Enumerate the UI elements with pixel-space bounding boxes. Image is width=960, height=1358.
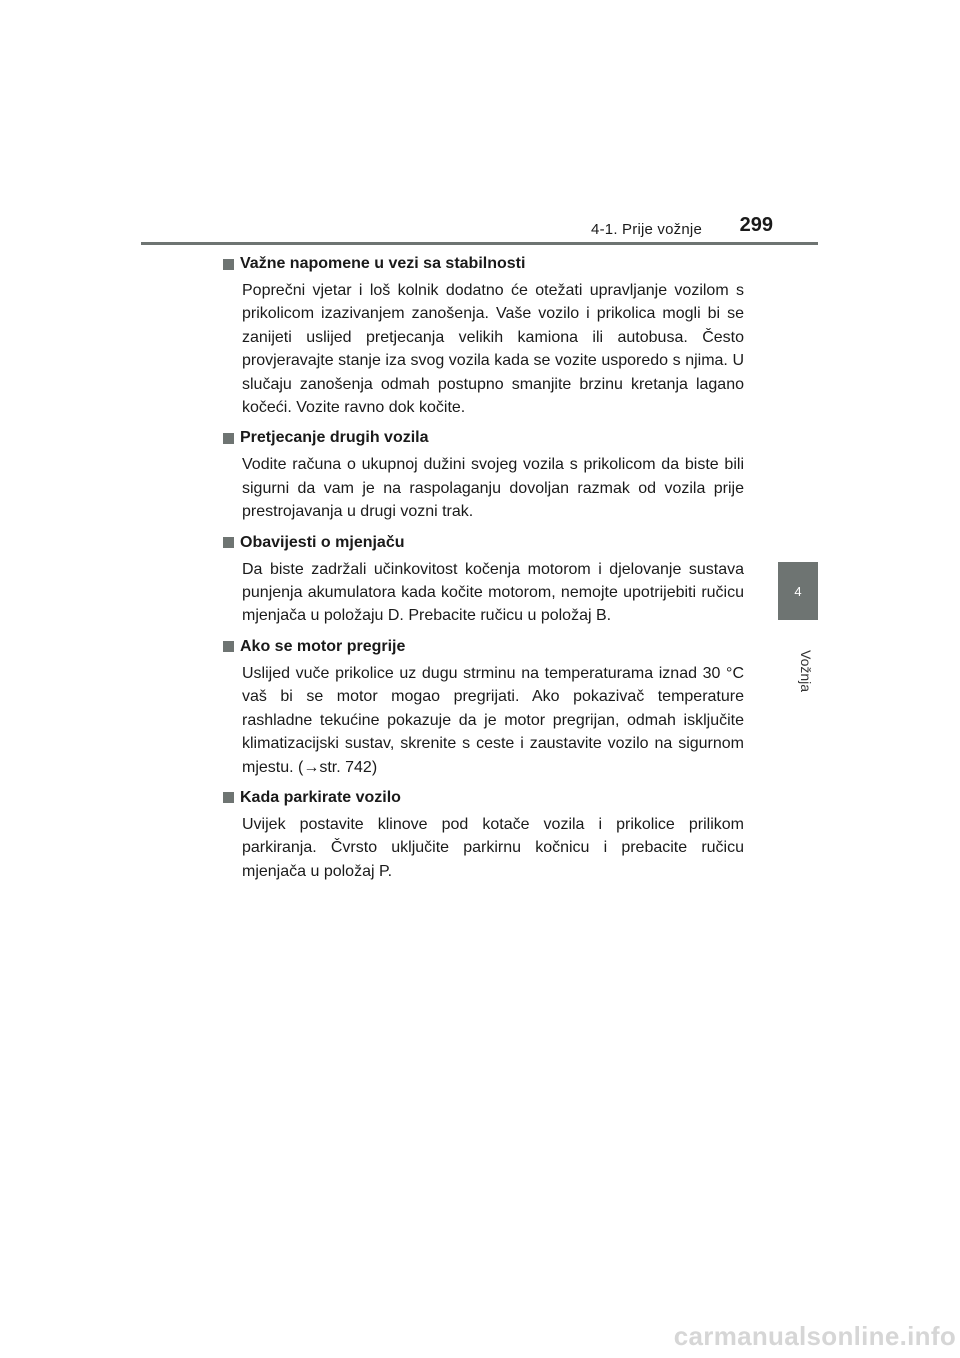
page-number: 299 — [739, 214, 773, 236]
page-content — [223, 254, 744, 892]
section-heading — [223, 637, 744, 657]
section-paragraph: Uslijed vuče prikolice uz dugu strminu na temperaturama iznad 30 °C vaš bi se motor mogao pregrijati. Ako pokazivač temperature rashladne tekućine pokazuje da je motor pregrijan, odmah isključite klimatizacijski sustav, skrenite s ceste i zaustavite vozilo na sigurnom mjestu. (→str. 742) — [242, 664, 744, 776]
section-heading — [223, 254, 744, 274]
section-heading — [223, 533, 744, 553]
section-heading-text: Važne napomene u vezi sa stabilnosti — [240, 255, 526, 272]
section-paragraph: Poprečni vjetar i loš kolnik dodatno će otežati upravljanje vozilom s prikolicom izazivanjem zanošenja. Vaše vozilo i prikolica mogli bi se zanijeti uslijed pretjecanja velikih kamiona ili autobusa. Često provjeravajte stanje iza svog vozila kada se vozite usporedo s njima. U slučaju zanošenja odmah postupno smanjite brzinu kretanja lagano kočeći. Vozite ravno dok kočite. — [242, 282, 744, 417]
chapter-tab — [778, 562, 818, 620]
section-paragraph: Vodite računa o ukupnoj dužini svojeg vozila s prikolicom da biste bili sigurni da vam je na raspolaganju dovoljan razmak od vozila prije prestrojavanja u drugi vozni trak. — [242, 456, 744, 521]
watermark: carmanualsonline.info — [673, 1321, 956, 1351]
section-overheating — [223, 637, 744, 779]
square-bullet-icon — [223, 792, 234, 803]
header-divider — [141, 242, 818, 245]
square-bullet-icon — [223, 433, 234, 444]
chapter-number: 4 — [794, 583, 802, 599]
section-heading-text: Obavijesti o mjenjaču — [240, 533, 405, 551]
section-paragraph: Da biste zadržali učinkovitost kočenja motorom i djelovanje sustava punjenja akumulatora kada kočite motorom, nemojte upotrijebiti ručicu mjenjača u položaju D. Prebacite ručicu u položaj B. — [242, 560, 744, 625]
section-heading-text: Kada parkirate vozilo — [240, 788, 401, 806]
section-heading — [223, 788, 744, 808]
section-overtaking — [223, 428, 744, 523]
section-heading — [223, 428, 744, 448]
section-heading-text: Pretjecanje drugih vozila — [240, 429, 429, 447]
section-title: 4-1. Prije vožnje — [591, 221, 702, 238]
section-stability — [223, 254, 744, 419]
chapter-label: Vožnja — [798, 650, 814, 693]
square-bullet-icon — [223, 641, 234, 652]
section-paragraph: Uvijek postavite klinove pod kotače vozila i prikolice prilikom parkiranja. Čvrsto uključite parkirnu kočnicu i prebacite ručicu mjenjača u položaj P. — [242, 815, 744, 880]
square-bullet-icon — [223, 537, 234, 548]
page-header — [141, 0, 818, 246]
section-transmission — [223, 533, 744, 628]
section-heading-text: Ako se motor pregrije — [240, 637, 406, 655]
square-bullet-icon — [223, 259, 234, 270]
section-parking — [223, 788, 744, 883]
